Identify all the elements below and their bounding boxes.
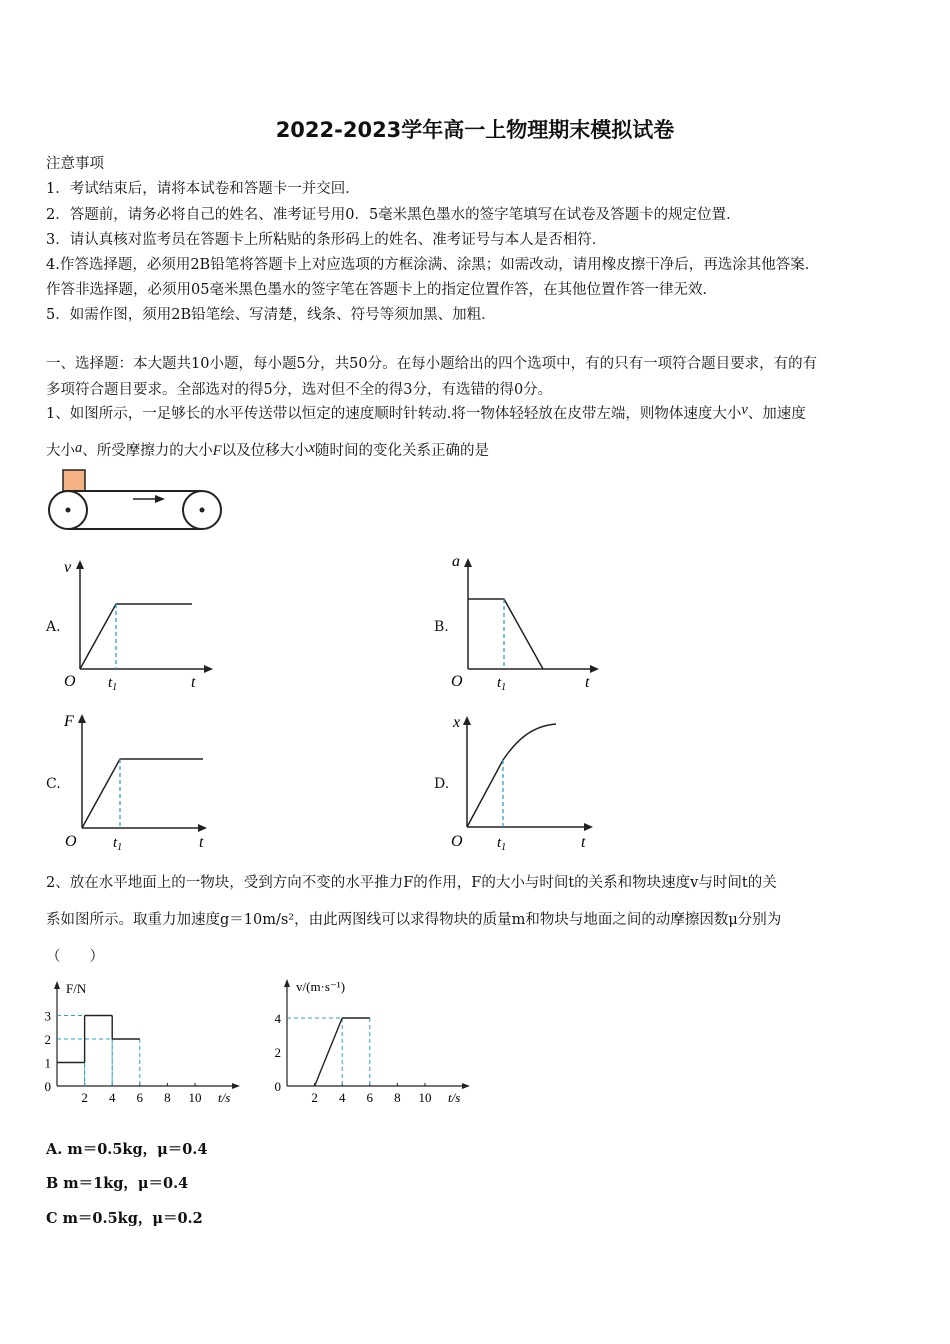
graph-line [80,604,192,669]
note-item: 作答非选择题，必须用05毫米黑色墨水的签字笔在答题卡上的指定位置作答，在其他位置作答一律无效． [46,282,717,298]
answer-option-a: A. m＝0.5kg，μ＝0.4 [46,1141,208,1158]
section-intro-line1: 一、选择题：本大题共10小题，每小题5分，共50分。在每小题给出的四个选项中，有的只有一项符合题目要求，有的有 [46,356,818,372]
x-tick-label: 4 [338,1090,346,1105]
x-tick-label: 6 [366,1090,374,1105]
note-item: 5．如需作图，须用2B铅笔绘、写清楚，线条、符号等须加黑、加粗． [46,307,496,323]
svg-text:O: O [64,673,76,690]
svg-text:t: t [585,674,590,691]
option-a-graph [58,552,218,692]
x-tick-label: 8 [394,1090,401,1105]
option-d-label: D. [434,776,450,792]
chart-title: F/N [66,981,87,996]
q2-text-line1: 2、放在水平地面上的一物块，受到方向不变的水平推力F的作用，F的大小与时间t的关系和物块速度v与时间t的关 [46,875,777,891]
q1-text-line2: 大小a、所受摩擦力的大小F以及位移大小x随时间的变化关系正确的是 [46,440,490,459]
answer-option-c: C m＝0.5kg，μ＝0.2 [46,1210,203,1227]
x-tick-label: 4 [108,1090,116,1105]
y-tick-label: 3 [44,1008,51,1024]
svg-text:v: v [64,559,72,576]
x-tick-label: 6 [136,1090,144,1105]
y-tick-label: 4 [274,1011,281,1026]
option-c-graph [62,706,222,854]
q2-text-line2: 系如图所示。取重力加速度g＝10m/s²，由此两图线可以求得物块的质量m和物块与地面之间的动摩擦因数μ分别为 [46,912,782,928]
y-tick-label: 2 [44,1032,51,1047]
notes-heading: 注意事项 [46,156,104,172]
svg-text:a: a [452,553,460,570]
svg-text:t: t [199,834,204,851]
note-item: 4.作答选择题，必须用2B铅笔将答题卡上对应选项的方框涂满、涂黑；如需改动，请用橡皮擦干净后，再选涂其他答案． [46,257,820,273]
x-axis-label: t/s [218,1090,231,1105]
x-tick-label: 8 [164,1090,171,1105]
y-tick-label: 1 [44,1055,51,1071]
x-tick-label: 2 [81,1090,88,1105]
y-tick-label: 0 [44,1079,51,1094]
y-tick-label: 2 [274,1045,281,1060]
chart-title: v/(m·s⁻¹) [296,979,346,994]
svg-text:t1: $t_1$ [108,675,118,692]
x-tick-label: 2 [311,1090,318,1105]
block [63,470,85,491]
page-title: 2022-2023学年高一上物理期末模拟试卷 [275,118,675,142]
svg-text:F: F [64,713,74,730]
svg-text:O: O [451,833,463,850]
conveyor-belt-diagram [45,468,227,534]
section-intro-line2: 多项符合题目要求。全部选对的得5分，选对但不全的得3分，有选错的得0分。 [46,382,553,398]
svg-text:t: t [191,674,196,691]
x-tick-label: 10 [188,1090,202,1105]
option-b-graph [448,548,608,692]
svg-text:O: O [65,833,77,850]
option-b-label: B. [434,619,449,635]
svg-text:O: O [451,673,463,690]
note-item: 1．考试结束后，请将本试卷和答题卡一并交回． [46,181,360,197]
svg-text:t1: $t_1$ [113,835,123,853]
force-time-chart [40,974,250,1106]
note-item: 2．答题前，请务必将自己的姓名、准考证号用0．5毫米黑色墨水的签字笔填写在试卷及答题卡的规定位置． [46,207,741,223]
velocity-time-chart [270,972,480,1106]
svg-text:t1: $t_1$ [497,675,507,692]
graph-curve [467,724,556,827]
svg-text:x: x [453,714,461,731]
graph-line [468,599,543,669]
svg-text:t1: $t_1$ [497,835,507,853]
x-tick-label: 10 [418,1090,432,1105]
graph-line [82,759,203,828]
option-a-label: A. [46,619,61,635]
note-item: 3．请认真核对监考员在答题卡上所粘贴的条形码上的姓名、准考证号与本人是否相符． [46,232,607,248]
q2-paren: （ ） [46,949,104,965]
q1-text-line1: 1、如图所示，一足够长的水平传送带以恒定的速度顺时针转动.将一物体轻轻放在皮带左端，则物体速度大小v、加速度 [46,402,806,422]
y-tick-label: 0 [274,1079,281,1094]
answer-option-b: B m＝1kg，μ＝0.4 [46,1175,189,1192]
series-segment [315,1018,343,1086]
option-d-graph [448,708,608,854]
var-v: v [741,402,748,418]
x-axis-label: t/s [448,1090,461,1105]
svg-text:t: t [581,834,586,851]
option-c-label: C. [46,776,61,792]
